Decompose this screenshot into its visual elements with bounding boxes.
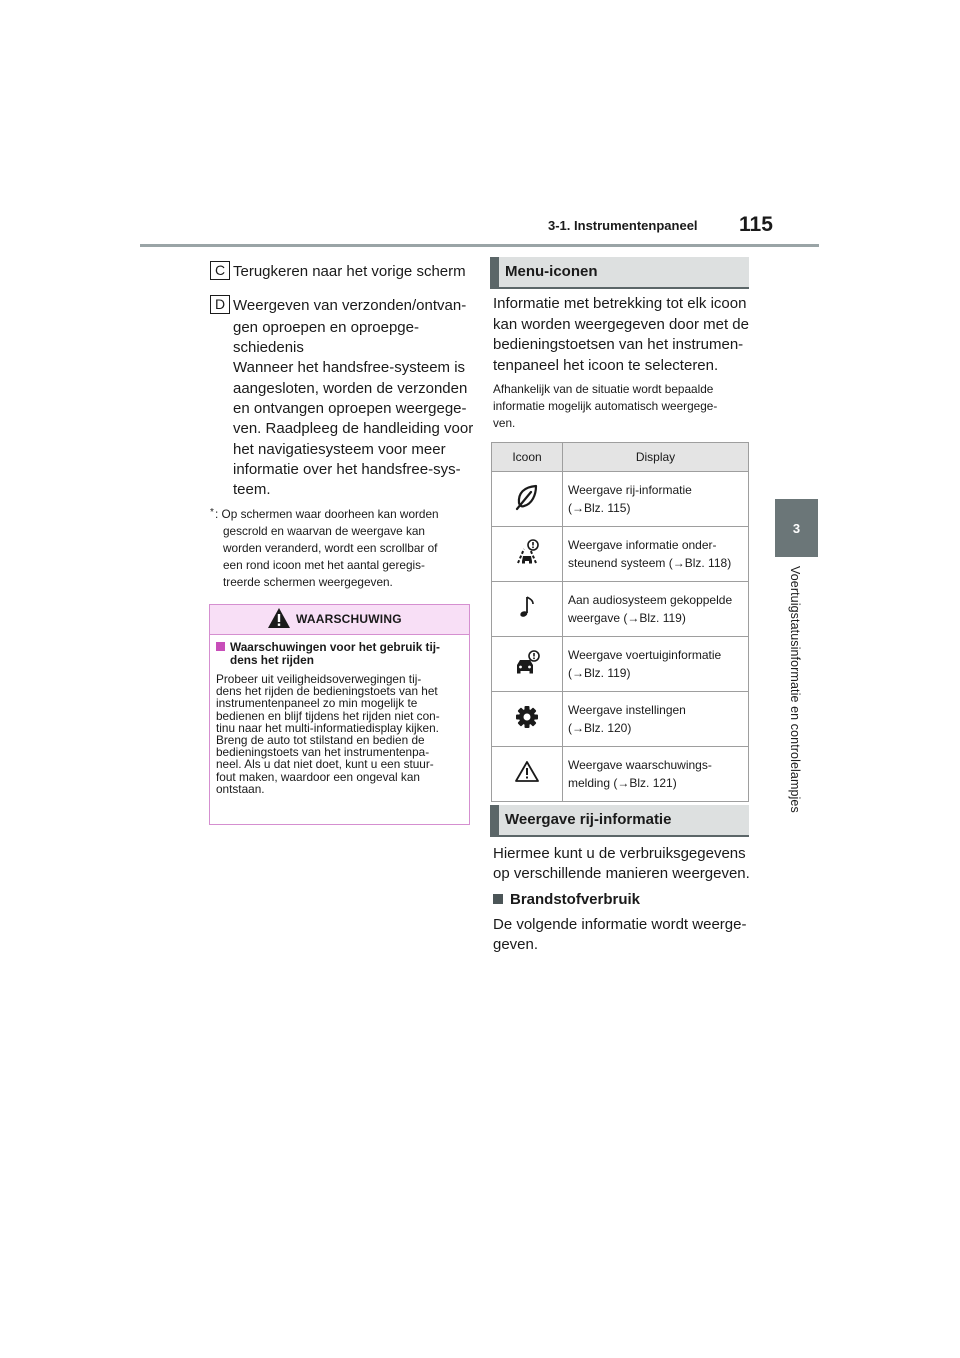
table-row bbox=[492, 527, 749, 582]
item-d-line: aangesloten, worden de verzonden bbox=[233, 380, 468, 397]
intro-line: tenpaneel het icoon te selecteren. bbox=[493, 357, 719, 374]
warning-box bbox=[209, 604, 470, 825]
warning-subtitle-line: Waarschuwingen voor het gebruik tij- bbox=[230, 640, 440, 654]
warning-line: dens het rijden de bedieningstoets van het bbox=[216, 684, 438, 699]
chapter-label: Voertuigstatusinformatie en controlelampjes bbox=[788, 566, 802, 813]
page-reference: melding (→Blz. 121) bbox=[568, 776, 677, 790]
heading-accent bbox=[490, 257, 499, 289]
footnote-mark: * bbox=[210, 507, 214, 518]
leaf-icon bbox=[512, 482, 542, 512]
item-d-line: Wanneer het handsfree-systeem is bbox=[233, 359, 466, 376]
icon-cell bbox=[492, 747, 563, 802]
display-cell bbox=[563, 747, 749, 802]
page-reference: steunend systeem (→Blz. 118) bbox=[568, 556, 732, 570]
item-d-line: het navigatiesysteem voor meer bbox=[233, 441, 446, 458]
warning-line: instrumentenpaneel zo min mogelijk te bbox=[216, 696, 418, 711]
icon-cell bbox=[492, 637, 563, 692]
icon-cell bbox=[492, 527, 563, 582]
item-letter-d: D bbox=[210, 295, 230, 314]
item-d-line: ven. Raadpleeg de handleiding voor bbox=[233, 420, 474, 437]
item-d-text: Weergeven van verzonden/ontvan- bbox=[233, 297, 467, 314]
intro-line: Informatie met betrekking tot elk icoon bbox=[493, 295, 747, 312]
display-text: Weergave instellingen bbox=[568, 703, 686, 717]
note-line: informatie mogelijk automatisch weergege- bbox=[493, 399, 718, 413]
warning-line: neel. Als u dat niet doet, kunt u een stuur- bbox=[216, 757, 434, 772]
table-row bbox=[492, 637, 749, 692]
display-cell bbox=[563, 692, 749, 747]
display-text: Weergave informatie onder- bbox=[568, 538, 717, 552]
heading-title: Weergave rij-informatie bbox=[505, 811, 672, 828]
display-cell bbox=[563, 527, 749, 582]
page-reference: (→Blz. 115) bbox=[568, 501, 631, 515]
note-line: Afhankelijk van de situatie wordt bepaalde bbox=[493, 382, 714, 396]
display-cell bbox=[563, 637, 749, 692]
square-bullet-icon bbox=[216, 642, 225, 651]
icon-cell bbox=[492, 692, 563, 747]
item-d-line: en ontvangen oproepen weergege- bbox=[233, 400, 467, 417]
footnote-line: treerde schermen weergegeven. bbox=[223, 575, 393, 589]
warning-line: ontstaan. bbox=[216, 781, 265, 796]
footnote-line: een rond icoon met het aantal geregis- bbox=[223, 558, 425, 572]
warning-triangle-icon bbox=[267, 607, 291, 629]
footnote-line: : Op schermen waar doorheen kan worden bbox=[215, 507, 439, 521]
fuel-heading-text: Brandstofverbruik bbox=[510, 891, 641, 908]
table-row bbox=[492, 747, 749, 802]
menu-icons-heading bbox=[490, 257, 749, 289]
fuel-heading bbox=[493, 890, 640, 910]
display-text: Weergave voertuiginformatie bbox=[568, 648, 722, 662]
warning-body bbox=[216, 673, 466, 795]
warning-line: fout maken, waardoor een ongeval kan bbox=[216, 769, 420, 784]
table-row bbox=[492, 472, 749, 527]
display-text: Weergave waarschuwings- bbox=[568, 758, 712, 772]
warning-triangle-icon bbox=[512, 757, 542, 787]
item-d-line: gen oproepen en oproepge- bbox=[233, 319, 419, 336]
table-header-row bbox=[492, 443, 749, 472]
warning-line: bedienen en blijf tijdens het rijden niet con- bbox=[216, 708, 440, 723]
item-d-line: schiedenis bbox=[233, 339, 304, 356]
icon-cell bbox=[492, 582, 563, 637]
footnote-line: gescrold en waarvan de weergave kan bbox=[223, 524, 425, 538]
chapter-tab bbox=[775, 499, 818, 557]
heading-title: Menu-iconen bbox=[505, 263, 598, 280]
chapter-number: 3 bbox=[792, 520, 801, 536]
music-note-icon bbox=[512, 592, 542, 622]
intro-line: bedieningstoetsen van het instrumen- bbox=[493, 336, 744, 353]
driving-support-icon bbox=[512, 537, 542, 567]
item-d-line: teem. bbox=[233, 481, 271, 498]
fuel-line: geven. bbox=[493, 936, 539, 953]
item-d-line: informatie over het handsfree-sys- bbox=[233, 461, 461, 478]
display-cell bbox=[563, 472, 749, 527]
heading-accent bbox=[490, 805, 499, 837]
warning-line: bedieningstoets van het instrumentenpa- bbox=[216, 745, 430, 760]
warning-subtitle bbox=[216, 641, 464, 666]
page-number: 115 bbox=[739, 213, 773, 236]
table-row bbox=[492, 582, 749, 637]
item-letter-c: C bbox=[210, 261, 230, 280]
icon-cell bbox=[492, 472, 563, 527]
warning-title: WAARSCHUWING bbox=[296, 612, 402, 626]
warning-line: Probeer uit veiligheidsoverwegingen tij- bbox=[216, 672, 422, 686]
page-reference: (→Blz. 119) bbox=[568, 666, 631, 680]
warning-line: Breng de auto tot stilstand en bedien de bbox=[216, 733, 425, 748]
page-reference: weergave (→Blz. 119) bbox=[568, 611, 686, 625]
drive-line: Hiermee kunt u de verbruiksgegevens bbox=[493, 845, 746, 862]
gear-icon bbox=[512, 702, 542, 732]
display-cell bbox=[563, 582, 749, 637]
warning-header bbox=[210, 605, 469, 635]
table-row bbox=[492, 692, 749, 747]
header-divider bbox=[140, 244, 819, 247]
display-text: Weergave rij-informatie bbox=[568, 483, 692, 497]
vehicle-info-icon bbox=[512, 647, 542, 677]
drive-line: op verschillende manieren weergeven. bbox=[493, 865, 750, 882]
warning-subtitle-line: dens het rijden bbox=[230, 652, 314, 667]
column-header-icon: Icoon bbox=[492, 443, 563, 472]
column-header-display: Display bbox=[563, 443, 749, 472]
note-line: ven. bbox=[493, 416, 516, 430]
footnote-line: worden veranderd, wordt een scrollbar of bbox=[223, 541, 438, 555]
item-c-text: Terugkeren naar het vorige scherm bbox=[233, 263, 466, 280]
warning-line: tinu naar het multi-informatiedisplay kijken. bbox=[216, 720, 439, 735]
section-title: 3-1. Instrumentenpaneel bbox=[548, 218, 698, 233]
page-reference: (→Blz. 120) bbox=[568, 721, 632, 735]
square-bullet-icon bbox=[493, 894, 503, 904]
intro-line: kan worden weergegeven door met de bbox=[493, 316, 749, 333]
menu-icons-table bbox=[491, 442, 749, 802]
drive-info-heading bbox=[490, 805, 749, 837]
fuel-line: De volgende informatie wordt weerge- bbox=[493, 916, 747, 933]
display-text: Aan audiosysteem gekoppelde bbox=[568, 593, 733, 607]
